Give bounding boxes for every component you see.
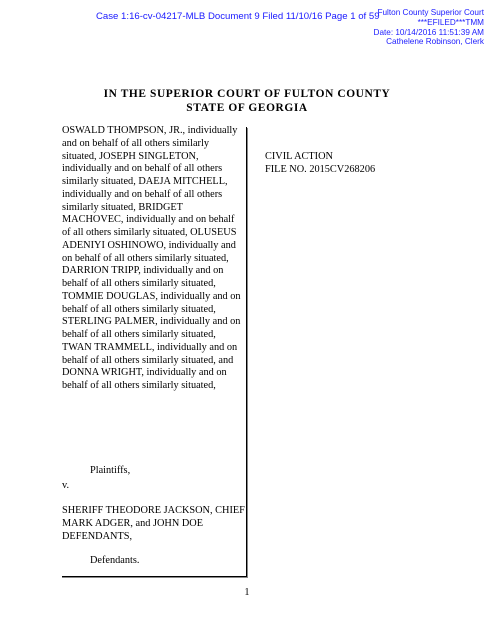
stamp-clerk: Cathelene Robinson, Clerk [386, 37, 484, 47]
defendants-label: Defendants. [90, 555, 140, 566]
stamp-efiled: ***EFILED***TMM [417, 17, 484, 27]
case-info [265, 151, 375, 177]
stamp-date: Date: 10/14/2016 11:51:39 AM [373, 27, 484, 37]
efiling-stamp [374, 8, 484, 47]
plaintiffs-label: Plaintiffs, [90, 465, 131, 476]
court-title-line-2: STATE OF GEORGIA [186, 101, 308, 114]
case-header: Case 1:16-cv-04217-MLB Document 9 Filed 11/10/16 Page 1 of 59 [96, 11, 380, 22]
stamp-court: Fulton County Superior Court [377, 8, 484, 17]
file-number: FILE NO. 2015CV268206 [265, 163, 376, 175]
defendants-names: SHERIFF THEODORE JACKSON, CHIEF MARK ADGER, and JOHN DOE DEFENDANTS, [62, 505, 245, 542]
caption-divider-vertical [246, 127, 247, 577]
caption-divider-horizontal [62, 576, 247, 577]
page-number: 1 [244, 587, 250, 598]
court-title [0, 88, 494, 115]
civil-action-label: CIVIL ACTION [265, 151, 333, 162]
plaintiffs-names: OSWALD THOMPSON, JR., individually and on behalf of all others similarly situated, JOSEPH SINGLETON, individually and on behalf of all others similarly situated, DAEJA MITCHELL, individually and on behalf of all others similarly situated, BRIDGET MACHOVEC, individually and on behalf of all others similarly situated, OLUSEUS ADENIYI OSHINOWO, individually and on behalf of all others similarly situated, DARRION TRIPP, individually and on behalf of all others similarly situated, TOMMIE DOUGLAS, individually and on behalf of all others similarly situated, STERLING PALMER, individually and on behalf of all others similarly situated, TWAN TRAMMELL, individually and on behalf of all others similarly situated, and DONNA WRIGHT, individually and on behalf of all others similarly situated, [62, 125, 241, 391]
versus-label: v. [62, 480, 70, 491]
court-title-line-1: IN THE SUPERIOR COURT OF FULTON COUNTY [103, 88, 391, 100]
